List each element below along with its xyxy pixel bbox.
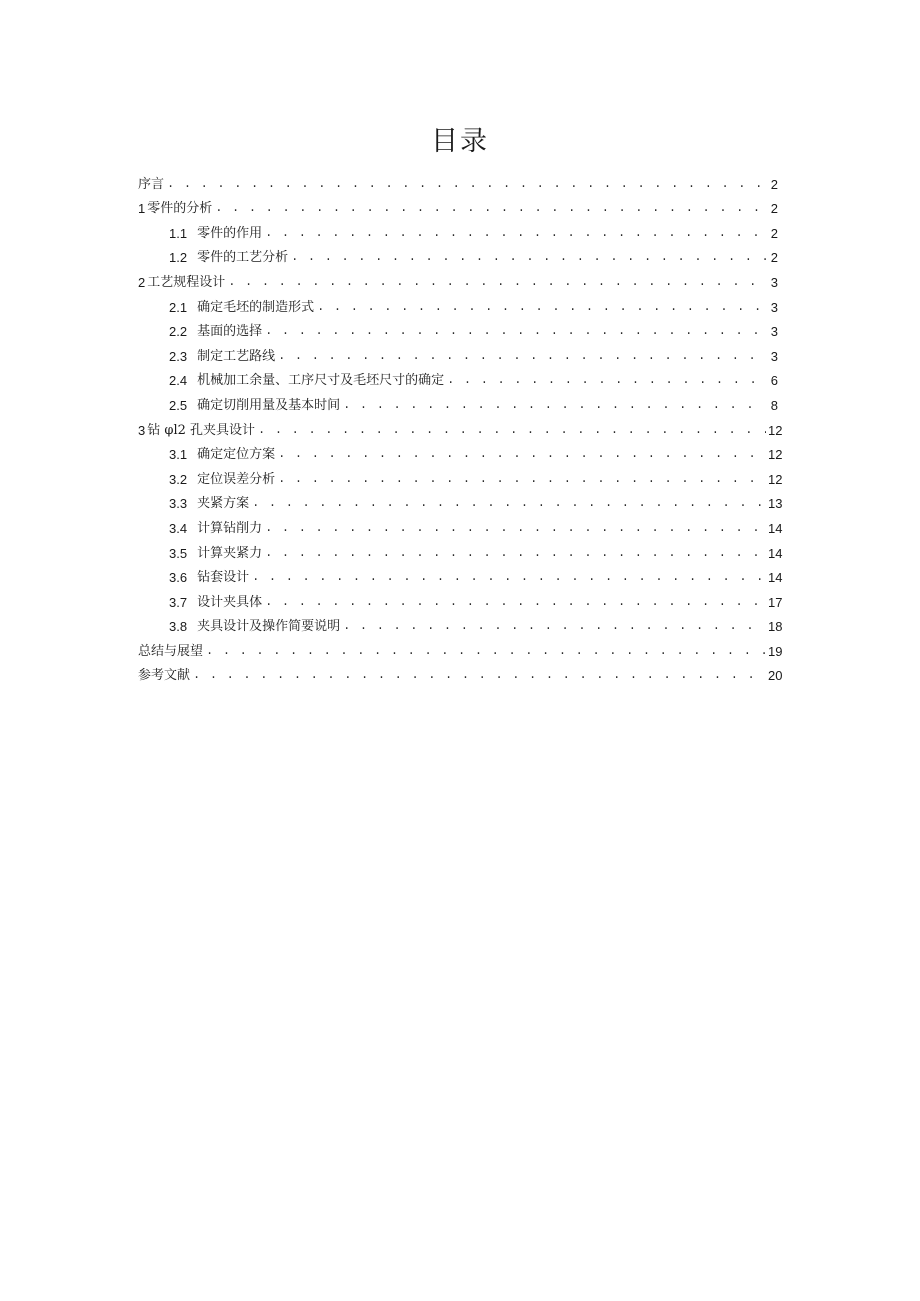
- toc-entry-page: 14: [768, 570, 783, 586]
- toc-entry-page: 2: [770, 225, 778, 241]
- toc-entry-number: 3.6: [169, 570, 188, 586]
- toc-entry[interactable]: [138, 635, 783, 660]
- toc-entry[interactable]: [138, 660, 783, 685]
- toc-entry-page: 12: [768, 471, 783, 487]
- toc-entry-label: 机械加工余量、工序尺寸及毛坯尺寸的确定: [197, 373, 445, 389]
- toc-entry-label: 计算夹紧力: [197, 545, 263, 561]
- toc-entry-label: 设计夹具体: [197, 594, 263, 610]
- toc-entry-number: 3.5: [169, 545, 188, 561]
- toc-entry-page: 2: [770, 250, 778, 266]
- toc-entry-label: 零件的作用: [197, 225, 263, 241]
- toc-entry[interactable]: [138, 414, 783, 439]
- toc-entry-number: 2.4: [169, 373, 188, 389]
- toc-entry[interactable]: [138, 242, 778, 267]
- toc-dot-leader: [228, 274, 766, 291]
- toc-dot-leader: [278, 446, 766, 463]
- toc-dot-leader: [215, 200, 766, 217]
- toc-entry-number: 2.3: [169, 348, 188, 364]
- toc-entry[interactable]: [138, 168, 778, 193]
- toc-entry[interactable]: [138, 340, 778, 365]
- toc-entry-label: 确定切削用量及基本时间: [197, 397, 341, 413]
- toc-dot-leader: [265, 594, 766, 611]
- toc-dot-leader: [252, 495, 766, 512]
- toc-entry-page: 19: [768, 643, 783, 659]
- toc-entry-label: 工艺规程设计: [147, 274, 226, 290]
- toc-entry-number: 3: [138, 422, 146, 438]
- toc-dot-leader: [258, 422, 766, 439]
- toc-dot-leader: [278, 471, 766, 488]
- toc-entry-page: 3: [770, 274, 778, 290]
- toc-entry-page: 17: [768, 594, 783, 610]
- toc-entry-label: 钻 φl2 孔夹具设计: [147, 422, 256, 438]
- toc-dot-leader: [167, 176, 766, 193]
- toc-entry-number: 2.2: [169, 324, 188, 340]
- toc-dot-leader: [317, 299, 766, 316]
- toc-entry-label: 定位误差分析: [197, 471, 276, 487]
- toc-entry-page: 20: [768, 668, 783, 684]
- toc-entry-number: 3.4: [169, 520, 188, 536]
- toc-entry-number: 3.2: [169, 471, 188, 487]
- toc-entry-label: 序言: [138, 176, 165, 192]
- toc-entry[interactable]: [138, 266, 778, 291]
- toc-entry-number: 2.1: [169, 299, 188, 315]
- toc-entry[interactable]: [138, 291, 778, 316]
- toc-entry-number: 3.3: [169, 496, 188, 512]
- toc-dot-leader: [265, 323, 766, 340]
- toc-entry[interactable]: [138, 389, 778, 414]
- toc-entry[interactable]: [138, 512, 783, 537]
- toc-entry[interactable]: [138, 537, 783, 562]
- toc-entry-page: 3: [770, 324, 778, 340]
- toc-entry-label: 计算钻削力: [197, 520, 263, 536]
- toc-entry-page: 12: [768, 422, 783, 438]
- toc-dot-leader: [343, 618, 766, 635]
- toc-entry[interactable]: [138, 439, 783, 464]
- toc-entry[interactable]: [138, 193, 778, 218]
- toc-dot-leader: [291, 249, 766, 266]
- toc-entry-number: 3.8: [169, 619, 188, 635]
- toc-entry-label: 夹具设计及操作简要说明: [197, 619, 341, 635]
- toc-entry-page: 14: [768, 545, 783, 561]
- toc-entry-label: 零件的工艺分析: [197, 250, 289, 266]
- toc-entry-page: 13: [768, 496, 783, 512]
- toc-dot-leader: [206, 643, 766, 660]
- toc-entry-number: 1.2: [169, 250, 188, 266]
- toc-entry-label: 制定工艺路线: [197, 348, 276, 364]
- toc-entry-label: 夹紧方案: [197, 496, 250, 512]
- toc-dot-leader: [265, 545, 766, 562]
- toc-dot-leader: [252, 569, 766, 586]
- toc-entry-page: 12: [768, 447, 783, 463]
- toc-entry-page: 3: [770, 348, 778, 364]
- toc-entry-number: 2: [138, 274, 146, 290]
- toc-entry-label: 确定毛坯的制造形式: [197, 299, 315, 315]
- toc-entry-label: 零件的分析: [147, 201, 213, 217]
- toc-entry-label: 钻套设计: [197, 570, 250, 586]
- toc-dot-leader: [278, 348, 766, 365]
- toc-entry[interactable]: [138, 562, 783, 587]
- toc-entry[interactable]: [138, 365, 778, 390]
- toc-entry-page: 6: [770, 373, 778, 389]
- toc-dot-leader: [447, 372, 766, 389]
- toc-entry-page: 8: [770, 397, 778, 413]
- toc-entry-label: 基面的选择: [197, 324, 263, 340]
- toc-entry-page: 18: [768, 619, 783, 635]
- toc-entry[interactable]: [138, 217, 778, 242]
- toc-entry-number: 2.5: [169, 397, 188, 413]
- toc-dot-leader: [193, 667, 766, 684]
- toc-dot-leader: [265, 225, 766, 242]
- toc-entry[interactable]: [138, 463, 783, 488]
- toc-entry-page: 2: [770, 201, 778, 217]
- toc-entry-page: 2: [770, 176, 778, 192]
- toc-entry[interactable]: [138, 611, 783, 636]
- toc-entry-label: 总结与展望: [138, 643, 204, 659]
- toc-entry[interactable]: [138, 586, 783, 611]
- toc-dot-leader: [343, 397, 766, 414]
- toc-entry[interactable]: [138, 316, 778, 341]
- toc-list: [138, 168, 783, 684]
- toc-entry-number: 1: [138, 201, 146, 217]
- toc-entry-page: 3: [770, 299, 778, 315]
- toc-entry[interactable]: [138, 488, 783, 513]
- toc-entry-number: 1.1: [169, 225, 188, 241]
- toc-entry-label: 参考文献: [138, 668, 191, 684]
- toc-entry-page: 14: [768, 520, 783, 536]
- toc-entry-number: 3.1: [169, 447, 188, 463]
- toc-title: 目录: [431, 126, 489, 157]
- toc-entry-label: 确定定位方案: [197, 447, 276, 463]
- toc-dot-leader: [265, 520, 766, 537]
- toc-entry-number: 3.7: [169, 594, 188, 610]
